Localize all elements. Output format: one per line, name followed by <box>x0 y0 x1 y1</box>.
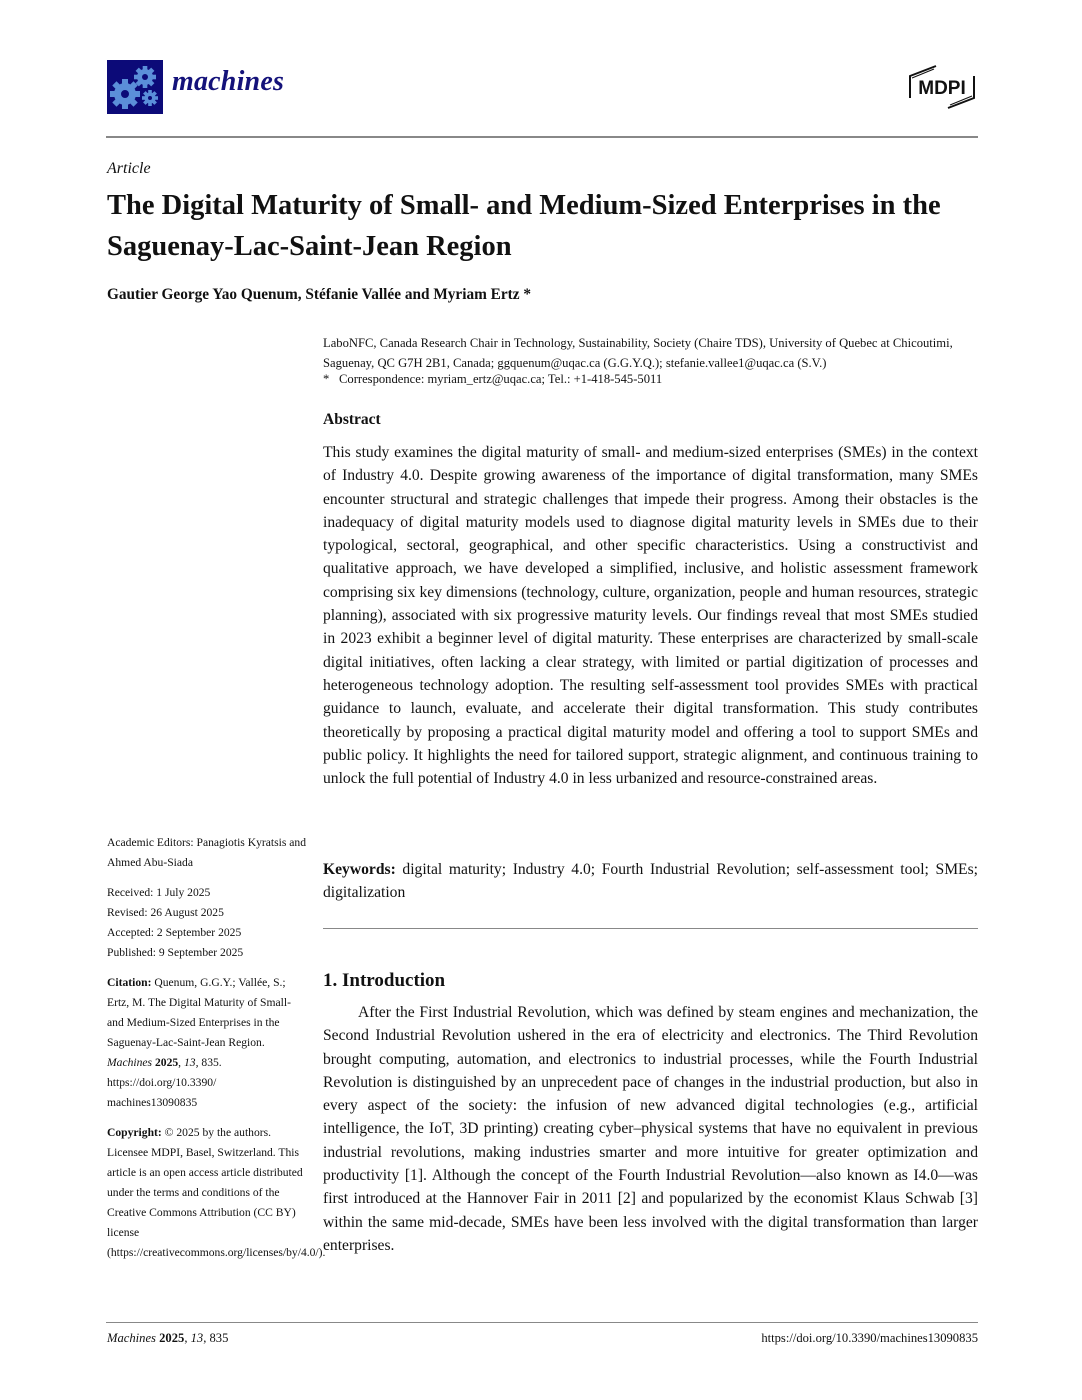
footer-article-number: , 835 <box>203 1331 229 1345</box>
copyright-text: © 2025 by the authors. Licensee MDPI, Basel, Switzerland. This article is an open access article distributed under the terms and conditions of the Creative Commons Attribution (CC BY) license (https://creativecommons.org/licenses/by/4.0/). <box>107 1126 326 1259</box>
header-divider <box>106 136 978 138</box>
citation-label: Citation: <box>107 976 152 989</box>
date-accepted: Accepted: 2 September 2025 <box>107 926 242 939</box>
section-heading-introduction: 1. Introduction <box>323 970 446 991</box>
date-revised: Revised: 26 August 2025 <box>107 906 224 919</box>
section-divider <box>323 928 978 929</box>
date-received: Received: 1 July 2025 <box>107 886 211 899</box>
citation-text: Quenum, G.G.Y.; Vallée, S.; Ertz, M. The Digital Maturity of Small- and Medium-Sized Enterprises in the Saguenay-Lac-Saint-Jean Region. <box>107 976 291 1049</box>
footer-divider <box>106 1322 978 1323</box>
journal-name: machines <box>172 66 285 97</box>
academic-editors: Academic Editors: Panagiotis Kyratsis and Ahmed Abu-Siada <box>107 836 306 869</box>
keywords-text: digital maturity; Industry 4.0; Fourth Industrial Revolution; self-assessment tool; SMEs; digitalization <box>323 861 978 902</box>
mdpi-logo <box>906 64 978 110</box>
citation-volume: 13, <box>183 1056 199 1069</box>
footer-journal: Machines <box>107 1331 156 1345</box>
correspondence-text: Correspondence: myriam_ertz@uqac.ca; Tel.: +1-418-545-5011 <box>339 372 663 386</box>
correspondence-marker: * <box>323 372 330 386</box>
copyright <box>107 1123 326 1263</box>
correspondence <box>323 372 662 387</box>
abstract-heading: Abstract <box>323 411 381 428</box>
footer-volume: 13 <box>190 1331 204 1345</box>
citation-journal: Machines <box>107 1056 153 1069</box>
keywords-label: Keywords: <box>323 861 396 878</box>
mdpi-logo-text: MDPI <box>918 78 966 99</box>
footer-doi-link[interactable]: https://doi.org/10.3390/machines13090835 <box>761 1331 978 1345</box>
copyright-label: Copyright: <box>107 1126 162 1139</box>
date-published: Published: 9 September 2025 <box>107 946 244 959</box>
keywords <box>323 858 978 905</box>
abstract-text: This study examines the digital maturity of small- and medium-sized enterprises (SMEs) in the context of Industry 4.0. Despite growing awareness of the importance of digital transformation, many SMEs encounter structural and strategic challenges that impede their progress. Among their obstacles is the inadequacy of digital maturity models used to diagnose digital maturity levels in SMEs due to their typological, sectoral, geographical, and other specific characteristics. Using a constructivist and qualitative approach, we have developed a simplified, inclusive, and holistic assessment framework comprising six key dimensions (technology, culture, organization, people and human resources, strategic planning), associated with six progressive maturity levels. Our findings reveal that most SMEs studied in 2023 exhibit a beginner level of digital maturity. These enterprises are characterized by small-scale digital initiatives, often lacking a clear strategy, with limited or partial digitization of processes and heterogeneous technology adoption. The resulting self-assessment tool provides SMEs with practical guidance to launch, evaluate, and accelerate their digital transformation. This study contributes theoretically by proposing a practical digital maturity model and offering a tool to support SMEs and public policy. It highlights the need for tailored support, strategic alignment, and continuous training to unlock the full potential of Industry 4.0 in less urbanized and resource-constrained areas. <box>323 444 978 788</box>
citation: Citation: Quenum, G.G.Y.; Vallée, S.; Ertz, M. The Digital Maturity of Small- and Medium-Sized Enterprises in the Saguenay-Lac-Saint-Jean Region. Machines 2025, 13, 835. https://doi.org/10.3390/ machines13090835 <box>107 976 291 1109</box>
footer-year: 2025 <box>159 1331 185 1345</box>
citation-doi[interactable]: 835. https://doi.org/10.3390/ machines13090835 <box>107 1056 222 1109</box>
affiliation: LaboNFC, Canada Research Chair in Technology, Sustainability, Society (Chaire TDS), University of Quebec at Chicoutimi, Saguenay, QC G7H 2B1, Canada; ggquenum@uqac.ca (G.G.Y.Q.); stefanie.vallee1@uqac.ca (S.V.) <box>323 336 953 370</box>
journal-logo <box>107 60 163 114</box>
article-type: Article <box>107 160 151 177</box>
citation-year: 2025 <box>154 1056 179 1069</box>
gears-icon <box>107 60 163 114</box>
author-list: Gautier George Yao Quenum, Stéfanie Vallée and Myriam Ertz * <box>107 286 532 303</box>
article-title: The Digital Maturity of Small- and Medium-Sized Enterprises in the Saguenay-Lac-Saint-Jean Region <box>107 190 941 262</box>
publication-dates <box>107 883 307 963</box>
footer-citation: Machines 2025, 13, 835 <box>107 1331 229 1345</box>
introduction-text: After the First Industrial Revolution, which was defined by steam engines and mechanization, the Second Industrial Revolution ushered in the era of electricity and electronics. The Third Revolution brought computing, automation, and electronics to industrial processes, while the Fourth Industrial Revolution is distinguished by an unprecedent pace of changes in the industrial production, but also in every aspect of the society: the infusion of new advanced digital technologies (e.g., artificial intelligence, the IoT, 3D printing) creating cyber–physical systems that have no equivalent in previous industrial revolutions, making industries smarter and more intuitive for greater optimization and productivity [1]. Although the concept of the Fourth Industrial Revolution—also known as I4.0—was first introduced at the Hannover Fair in 2011 [2] and popularized by the economist Klaus Schwab [3] within the same mid-decade, SMEs have been less involved with the digital transformation than larger enterprises. <box>323 1004 978 1254</box>
